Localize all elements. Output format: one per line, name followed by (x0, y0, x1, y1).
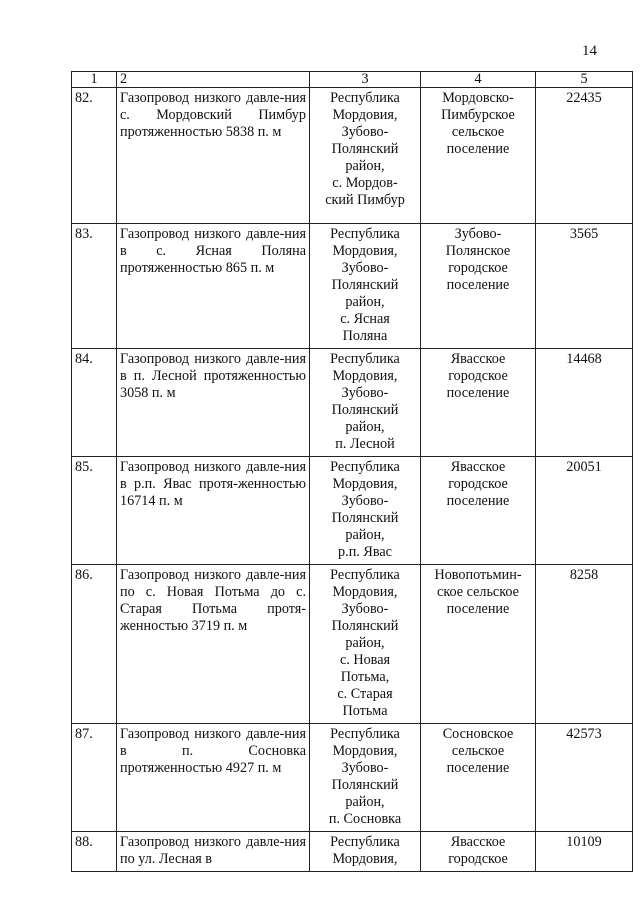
settlement-name (421, 88, 536, 224)
table-row (72, 224, 633, 349)
settlement-name-line: Явасское (450, 459, 506, 475)
object-location-line: Республика (330, 90, 400, 106)
object-location-line: Полянский (331, 618, 399, 634)
table-row (72, 457, 633, 565)
object-name: Газопровод низкого давле-ния в п. Сосновка протяженностью 4927 п. м (117, 724, 310, 832)
object-name: Газопровод низкого давле-ния с. Мордовский Пимбур протяженностью 5838 п. м (117, 88, 310, 224)
settlement-name-line: поселение (446, 493, 510, 509)
settlement-name-line: Сосновское (442, 726, 514, 742)
settlement-name-line: городское (448, 476, 508, 492)
object-location (310, 832, 421, 872)
object-location-line: п. Сосновка (328, 811, 402, 827)
object-location-line: Республика (330, 726, 400, 742)
object-location-line: Республика (330, 834, 400, 850)
object-location-line: Полянский (331, 402, 399, 418)
object-value: 14468 (536, 349, 633, 457)
table-row (72, 832, 633, 872)
object-name: Газопровод низкого давле-ния в р.п. Явас протя-женностью 16714 п. м (117, 457, 310, 565)
object-location-line: район, (345, 635, 385, 651)
object-value: 20051 (536, 457, 633, 565)
object-location-line: Зубово- (341, 760, 389, 776)
header-col-1: 1 (72, 72, 117, 88)
settlement-name (421, 224, 536, 349)
object-location-line: Мордовия, (332, 851, 398, 867)
settlement-name-line: ское сельское (437, 584, 519, 600)
settlement-name-line: Явасское (450, 351, 506, 367)
object-location (310, 349, 421, 457)
object-location-line: Республика (330, 459, 400, 475)
header-col-2: 2 (117, 72, 310, 88)
header-col-5: 5 (536, 72, 633, 88)
object-location-line: Полянский (331, 777, 399, 793)
object-location-line: Зубово- (341, 601, 389, 617)
object-location-line: п. Лесной (335, 436, 395, 452)
object-location-line: Мордовия, (332, 584, 398, 600)
settlement-name-line: Мордовско- (442, 90, 514, 106)
settlement-name (421, 565, 536, 724)
table-header-row (72, 72, 633, 88)
settlement-name-line: сельское (451, 743, 505, 759)
object-location-line: Зубово- (341, 260, 389, 276)
object-name: Газопровод низкого давле-ния в п. Лесной протяженностью 3058 п. м (117, 349, 310, 457)
object-location-line: Зубово- (341, 493, 389, 509)
settlement-name-line: поселение (446, 277, 510, 293)
object-location-line: Республика (330, 567, 400, 583)
settlement-name (421, 349, 536, 457)
object-location-line: Поляна (342, 328, 388, 344)
object-location-line: Зубово- (341, 124, 389, 140)
settlement-name (421, 832, 536, 872)
object-location-line: ский Пимбур (325, 192, 405, 208)
row-number: 82. (72, 88, 117, 224)
object-location-line: Потьма, (340, 669, 390, 685)
object-location-line: с. Ясная (340, 311, 390, 327)
settlement-name-line: поселение (446, 601, 510, 617)
object-name: Газопровод низкого давле-ния по с. Новая Потьма до с. Старая Потьма протя-женностью 3719 п. м (117, 565, 310, 724)
settlement-name-line: городское (448, 260, 508, 276)
object-name: Газопровод низкого давле-ния по ул. Лесная в (117, 832, 310, 872)
object-location-line: Полянский (331, 277, 399, 293)
object-location-line: район, (345, 158, 385, 174)
object-location-line: район, (345, 527, 385, 543)
object-location-line: с. Новая (339, 652, 391, 668)
object-location (310, 88, 421, 224)
object-location-line: с. Мордов- (332, 175, 398, 191)
settlement-name-line: поселение (446, 385, 510, 401)
object-location-line: Потьма (342, 703, 388, 719)
object-value: 8258 (536, 565, 633, 724)
registry-table-body (72, 72, 633, 872)
object-location-line: Зубово- (341, 385, 389, 401)
settlement-name-line: Пимбурское (441, 107, 515, 123)
object-location-line: Республика (330, 351, 400, 367)
object-location-line: р.п. Явас (338, 544, 392, 560)
object-location-line: район, (345, 294, 385, 310)
object-location-line: Республика (330, 226, 400, 242)
object-value: 42573 (536, 724, 633, 832)
settlement-name-line: поселение (446, 760, 510, 776)
settlement-name-line: Полянское (445, 243, 511, 259)
settlement-name-line: Зубово- (454, 226, 502, 242)
object-location (310, 565, 421, 724)
settlement-name-line: Новопотьмин- (434, 567, 522, 583)
object-location (310, 724, 421, 832)
object-location-line: Полянский (331, 141, 399, 157)
table-row (72, 349, 633, 457)
header-col-3: 3 (310, 72, 421, 88)
object-location-line: район, (345, 794, 385, 810)
settlement-name (421, 724, 536, 832)
object-value: 22435 (536, 88, 633, 224)
object-location-line: Мордовия, (332, 243, 398, 259)
object-location-line: Полянский (331, 510, 399, 526)
table-row (72, 88, 633, 224)
settlement-name-line: городское (448, 851, 508, 867)
object-location-line: Мордовия, (332, 107, 398, 123)
settlement-name-line: городское (448, 368, 508, 384)
settlement-name (421, 457, 536, 565)
object-name: Газопровод низкого давле-ния в с. Ясная Поляна протяженностью 865 п. м (117, 224, 310, 349)
row-number: 87. (72, 724, 117, 832)
settlement-name-line: сельское (451, 124, 505, 140)
settlement-name-line: поселение (446, 141, 510, 157)
object-location-line: с. Старая (337, 686, 393, 702)
object-location-line: район, (345, 419, 385, 435)
registry-table (71, 71, 633, 872)
row-number: 85. (72, 457, 117, 565)
object-location-line: Мордовия, (332, 368, 398, 384)
row-number: 84. (72, 349, 117, 457)
object-value: 10109 (536, 832, 633, 872)
row-number: 83. (72, 224, 117, 349)
object-location (310, 224, 421, 349)
object-value: 3565 (536, 224, 633, 349)
page-number: 14 (582, 43, 597, 59)
settlement-name-line: Явасское (450, 834, 506, 850)
table-row (72, 724, 633, 832)
object-location-line: Мордовия, (332, 476, 398, 492)
object-location-line: Мордовия, (332, 743, 398, 759)
object-location (310, 457, 421, 565)
row-number: 88. (72, 832, 117, 872)
header-col-4: 4 (421, 72, 536, 88)
row-number: 86. (72, 565, 117, 724)
table-row (72, 565, 633, 724)
